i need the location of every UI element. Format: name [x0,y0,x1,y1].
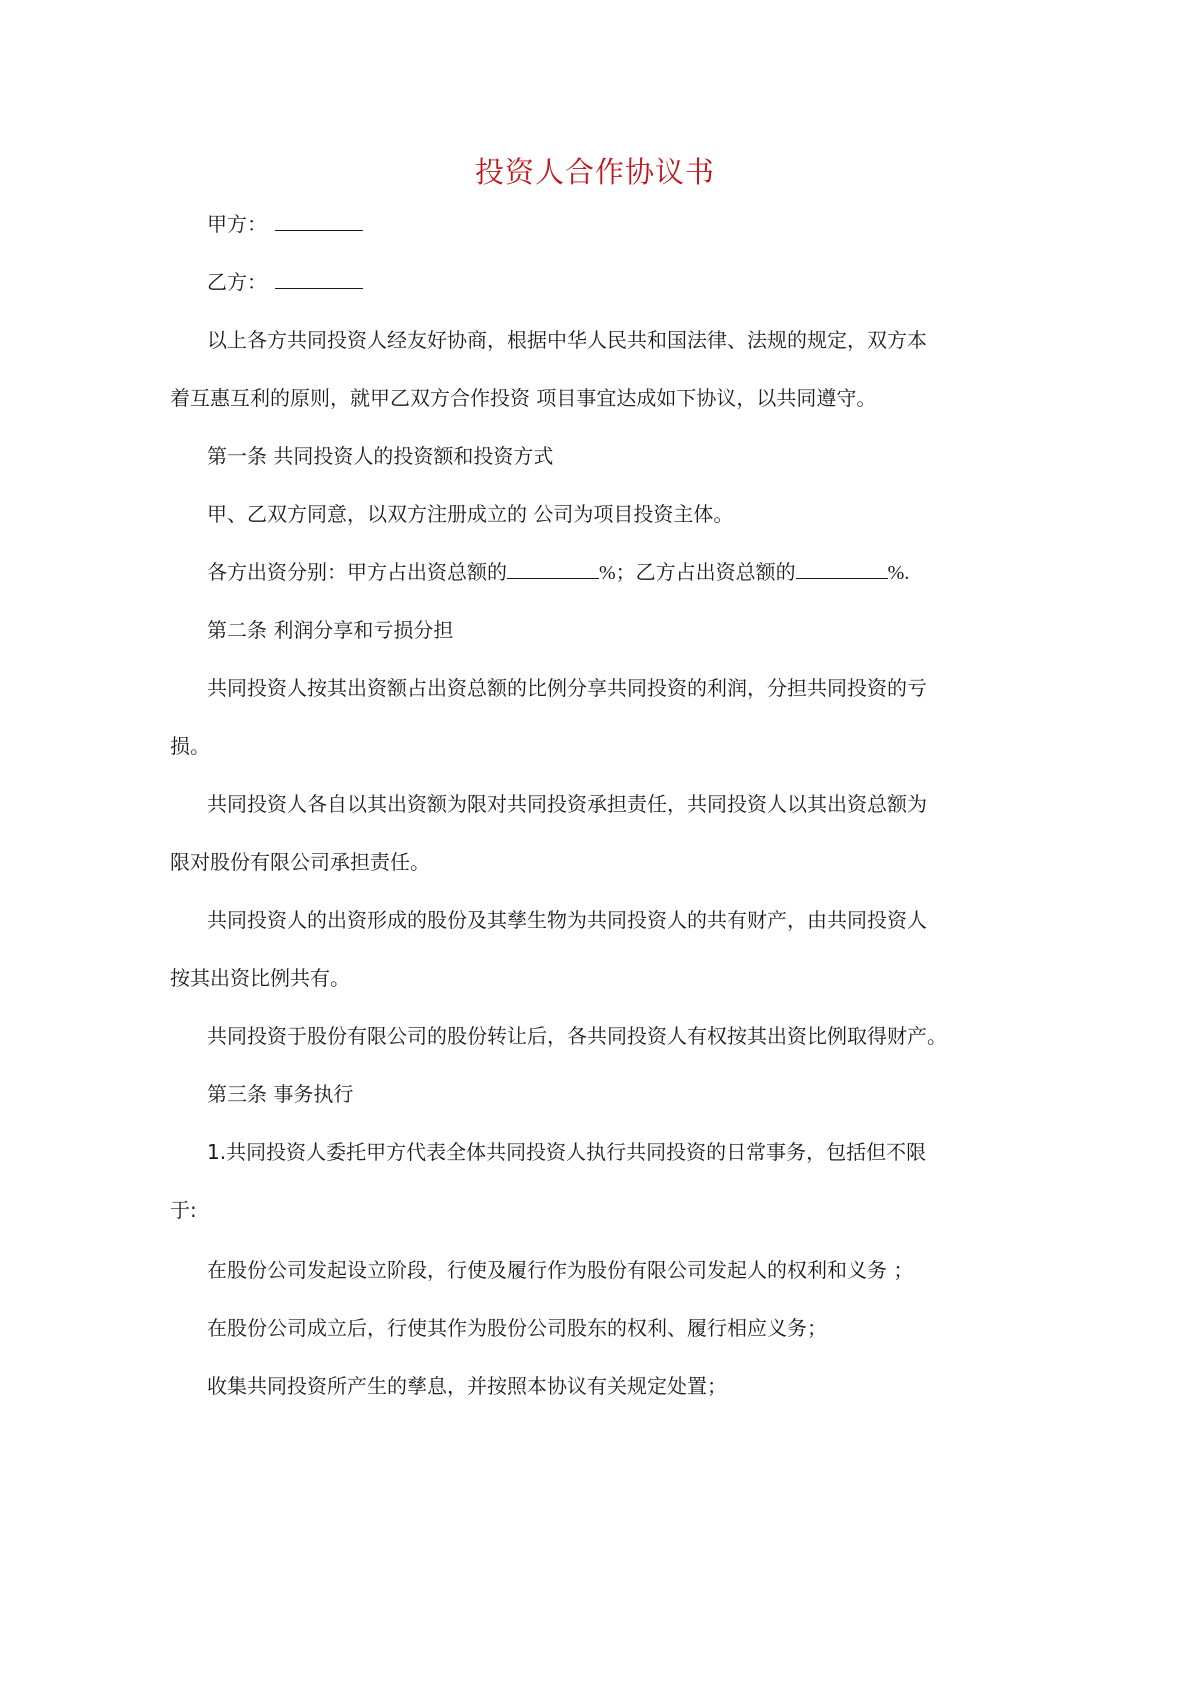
article-3-heading: 第三条 事务执行 [207,1082,354,1106]
party-b-label: 乙方： [207,270,267,294]
article-3-item-3: 收集共同投资所产生的孳息，并按照本协议有关规定处置； [207,1374,727,1398]
party-a-percentage-blank[interactable] [507,558,599,579]
document-title: 投资人合作协议书 [474,155,715,189]
contribution-prefix: 各方出资分别：甲方占出资总额的 [207,560,507,584]
article-3-p1-line-1: 1.共同投资人委托甲方代表全体共同投资人执行共同投资的日常事务，包括但不限 [207,1140,927,1164]
preamble-line-2: 着互惠互利的原则，就甲乙双方合作投资 项目事宜达成如下协议，以共同遵守。 [170,386,877,410]
article-1-paragraph-2 [170,558,1047,587]
party-b-percentage-blank[interactable] [796,558,888,579]
contribution-mid: %；乙方占出资总额的 [599,562,796,584]
article-2-p3-line-1: 共同投资人的出资形成的股份及其孳生物为共同投资人的共有财产，由共同投资人 [207,908,927,932]
contribution-suffix: %. [887,562,910,584]
party-a-blank[interactable] [275,210,363,231]
article-1-paragraph-1: 甲、乙双方同意，以双方注册成立的 公司为项目投资主体。 [207,502,734,526]
article-3-item-2: 在股份公司成立后，行使其作为股份公司股东的权利、履行相应义务； [207,1316,827,1340]
article-2-paragraph-4: 共同投资于股份有限公司的股份转让后，各共同投资人有权按其出资比例取得财产。 [207,1024,947,1048]
party-a-line [170,210,1047,238]
party-b-line [170,268,1047,296]
preamble-line-1: 以上各方共同投资人经友好协商，根据中华人民共和国法律、法规的规定，双方本 [207,328,927,352]
party-b-blank[interactable] [275,268,363,289]
article-2-p2-line-1: 共同投资人各自以其出资额为限对共同投资承担责任，共同投资人以其出资总额为 [207,792,927,816]
article-2-p1-line-1: 共同投资人按其出资额占出资总额的比例分享共同投资的利润，分担共同投资的亏 [207,676,927,700]
article-3-p1-line-2: 于: [170,1198,197,1222]
article-2-heading: 第二条 利润分享和亏损分担 [207,618,454,642]
party-a-label: 甲方： [207,212,267,236]
article-3-item-1: 在股份公司发起设立阶段，行使及履行作为股份有限公司发起人的权利和义务 ； [207,1258,914,1282]
article-2-p3-line-2: 按其出资比例共有。 [170,966,350,990]
article-1-heading: 第一条 共同投资人的投资额和投资方式 [207,444,554,468]
article-2-p1-line-2: 损。 [170,734,210,758]
article-2-p2-line-2: 限对股份有限公司承担责任。 [170,850,430,874]
